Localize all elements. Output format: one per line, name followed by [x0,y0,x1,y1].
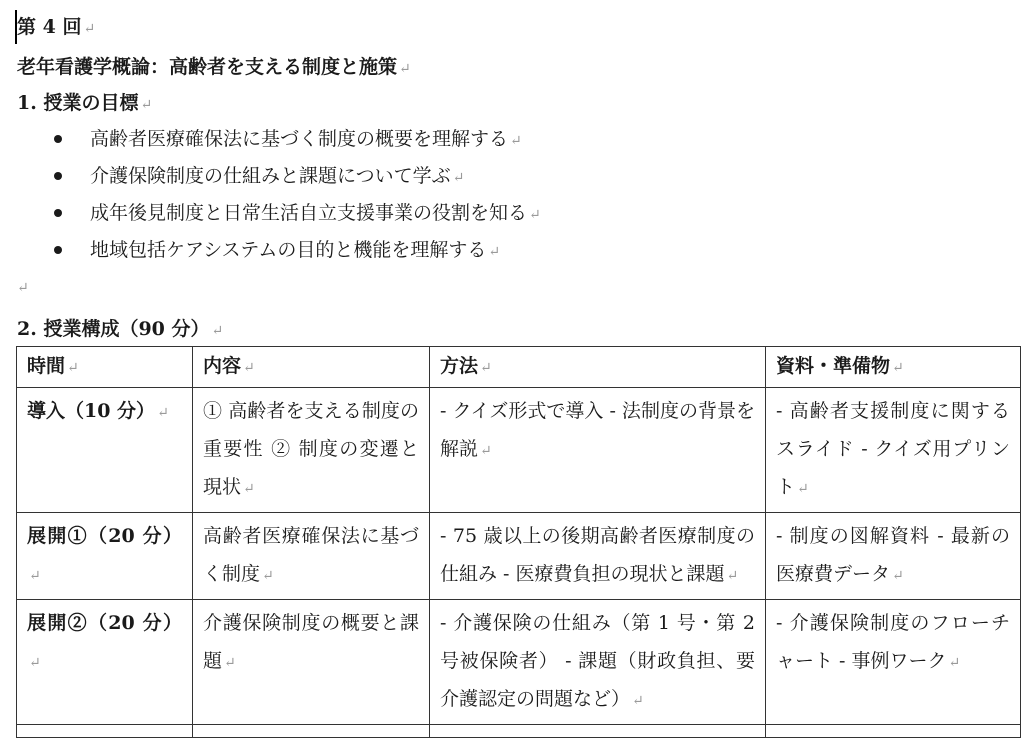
cell-mark-icon: ↵ [892,360,904,376]
cell-mark-icon: ↵ [632,693,644,709]
cell-materials: - 制度の図解資料 - 最新の医療費データ ↵ [766,513,1021,600]
objectives-list [0,126,1024,274]
cell-time: 展開①（20 分）↵ [17,513,193,600]
cell-empty [17,725,193,738]
cell-materials: - 高齢者支援制度に関するスライド - クイズ用プリント ↵ [766,388,1021,513]
cell-mark-icon: ↵ [726,568,739,584]
bullet-icon [54,135,62,143]
lesson-plan-table [16,346,1021,738]
cell-empty [193,725,430,738]
list-item [0,163,1024,200]
cell-mark-icon: ↵ [243,481,255,497]
paragraph-mark-icon: ↵ [211,323,224,339]
bullet-icon [54,246,62,254]
column-header-content: 内容 ↵ [193,347,430,388]
paragraph-mark-icon: ↵ [452,170,465,186]
cell-mark-icon: ↵ [262,568,274,584]
paragraph-mark-icon: ↵ [140,97,153,113]
cell-mark-icon: ↵ [480,443,492,459]
structure-heading: 2. 授業構成（90 分） [17,318,210,340]
cell-mark-icon: ↵ [29,568,41,584]
cell-mark-icon: ↵ [243,360,255,376]
table-row [17,513,1021,600]
objectives-heading-line [17,88,152,115]
paragraph-mark-icon: ↵ [510,133,522,149]
cell-time: 導入（10 分） ↵ [17,388,193,513]
cell-time: 展開②（20 分）↵ [17,600,193,725]
paragraph-mark-icon: ↵ [399,61,411,77]
objective-text: 高齢者医療確保法に基づく制度の概要を理解する [90,128,509,150]
structure-heading-line [17,314,223,341]
cell-empty [430,725,766,738]
cell-mark-icon: ↵ [948,655,961,671]
course-title-line [17,52,411,79]
cell-content: 高齢者医療確保法に基づく制度 ↵ [193,513,430,600]
bullet-icon [54,209,62,217]
cell-method: - クイズ形式で導入 - 法制度の背景を解説 ↵ [430,388,766,513]
objective-text: 介護保険制度の仕組みと課題について学ぶ [90,165,451,187]
objectives-heading: 1. 授業の目標 [17,92,139,114]
cell-materials: - 介護保険制度のフローチャート - 事例ワーク ↵ [766,600,1021,725]
column-header-time: 時間 ↵ [17,347,193,388]
course-title: 老年看護学概論：高齢者を支える制度と施策 [17,56,398,78]
table-row-partial [17,725,1021,738]
cell-method: - 75 歳以上の後期高齢者医療制度の仕組み - 医療費負担の現状と課題 ↵ [430,513,766,600]
paragraph-mark-icon: ↵ [17,280,29,296]
cell-mark-icon: ↵ [67,360,79,376]
cell-mark-icon: ↵ [29,655,41,671]
bullet-icon [54,172,62,180]
cell-mark-icon: ↵ [480,360,492,376]
cell-content: ① 高齢者を支える制度の重要性 ② 制度の変遷と現状 ↵ [193,388,430,513]
cell-empty [766,725,1021,738]
table-header-row [17,347,1021,388]
lesson-number: 第 4 回 [17,16,82,38]
paragraph-mark-icon: ↵ [529,207,541,223]
objective-text: 地域包括ケアシステムの目的と機能を理解する [90,239,487,261]
lesson-number-line [17,12,95,39]
list-item [0,126,1024,163]
paragraph-mark-icon: ↵ [488,244,501,260]
list-item [0,200,1024,237]
table-row [17,600,1021,725]
objective-text: 成年後見制度と日常生活自立支援事業の役割を知る [90,202,528,224]
cell-mark-icon: ↵ [224,655,236,671]
column-header-materials: 資料・準備物 ↵ [766,347,1021,388]
cell-content: 介護保険制度の概要と課題 ↵ [193,600,430,725]
cell-method: - 介護保険の仕組み（第 1 号・第 2 号被保険者） - 課題（財政負担、要介護認定の問題など） ↵ [430,600,766,725]
paragraph-mark-icon: ↵ [83,21,96,37]
table-row [17,388,1021,513]
cell-mark-icon: ↵ [892,568,904,584]
cell-mark-icon: ↵ [797,481,809,497]
column-header-method: 方法 ↵ [430,347,766,388]
cell-mark-icon: ↵ [157,405,169,421]
list-item [0,237,1024,274]
